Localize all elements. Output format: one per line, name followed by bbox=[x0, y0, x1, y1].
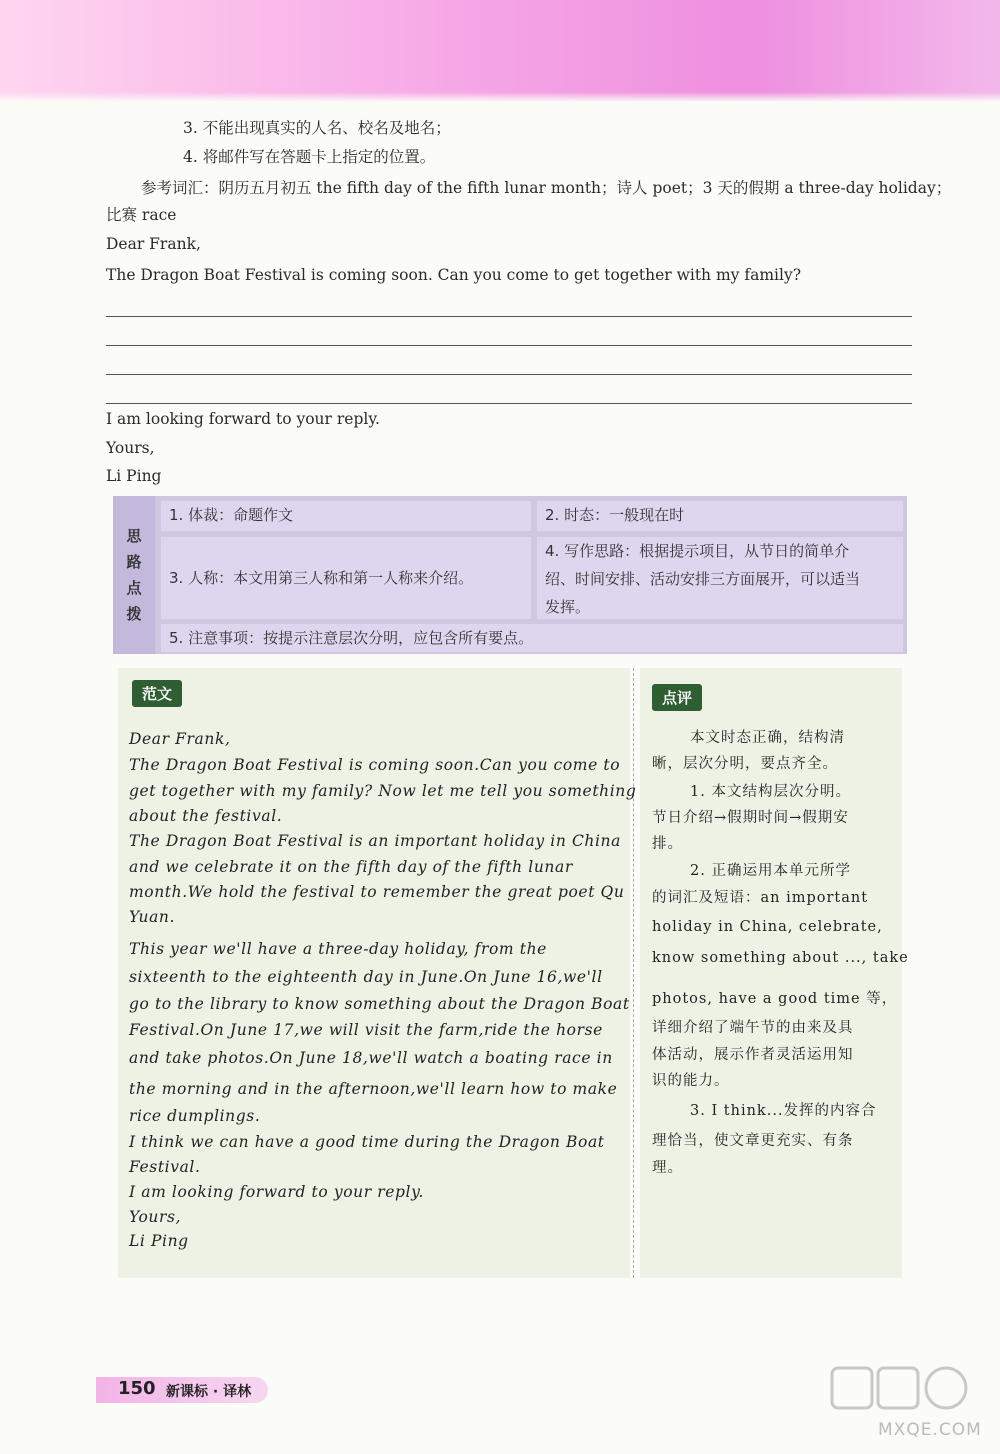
tip-writing-approach bbox=[537, 537, 903, 619]
answer-line bbox=[106, 403, 912, 404]
side-char: 思 bbox=[126, 527, 142, 545]
sample-essay-line: and we celebrate it on the fifth day of the fifth lunar bbox=[129, 858, 573, 876]
review-line: 本文时态正确，结构清 bbox=[690, 730, 845, 746]
sample-essay-line: Festival.On June 17,we will visit the farm,ride the horse bbox=[129, 1021, 603, 1039]
vocab-line-1: 参考词汇：阴历五月初五 the fifth day of the fifth lunar month；诗人 poet；3 天的假期 a three-day holiday； bbox=[141, 179, 952, 197]
tip-writing-approach-line: 发挥。 bbox=[545, 598, 591, 616]
column-divider bbox=[633, 668, 634, 1278]
letter-greeting: Dear Frank, bbox=[106, 235, 201, 253]
sample-essay-line: The Dragon Boat Festival is coming soon.Can you come to bbox=[129, 756, 621, 774]
review-line: 理恰当，使文章更充实、有条 bbox=[652, 1133, 854, 1149]
sample-essay-line: the morning and in the afternoon,we'll learn how to make bbox=[129, 1080, 618, 1098]
sample-essay-line: This year we'll have a three-day holiday, from the bbox=[129, 940, 547, 958]
answer-line bbox=[106, 316, 912, 317]
letter-signoff: Yours, bbox=[106, 439, 155, 457]
sample-essay-line: I am looking forward to your reply. bbox=[129, 1183, 424, 1201]
sample-essay-line: Li Ping bbox=[129, 1232, 189, 1250]
review-line: 晰，层次分明，要点齐全。 bbox=[652, 756, 838, 772]
sample-essay-line: go to the library to know something about the Dragon Boat bbox=[129, 995, 630, 1013]
sample-essay-line: The Dragon Boat Festival is an important holiday in China bbox=[129, 832, 621, 850]
review-line: 2. 正确运用本单元所学 bbox=[690, 863, 851, 879]
tip-tense: 2. 时态：一般现在时 bbox=[537, 501, 903, 531]
review-line: 3. I think...发挥的内容合 bbox=[690, 1103, 877, 1119]
review-line: holiday in China, celebrate, bbox=[652, 919, 883, 935]
review-line: 识的能力。 bbox=[652, 1073, 730, 1089]
instruction-item-3: 3. 不能出现真实的人名、校名及地名； bbox=[183, 119, 451, 137]
tip-person: 3. 人称：本文用第三人称和第一人称来介绍。 bbox=[161, 537, 531, 619]
review-tag: 点评 bbox=[652, 684, 702, 711]
answer-line bbox=[106, 374, 912, 375]
side-char: 路 bbox=[126, 553, 142, 571]
footer-label: 新课标 · 译林 bbox=[166, 1384, 252, 1400]
thinking-points-panel bbox=[113, 496, 907, 654]
sample-essay-line: I think we can have a good time during the Dragon Boat bbox=[129, 1133, 605, 1151]
tip-genre: 1. 体裁：命题作文 bbox=[161, 501, 531, 531]
thinking-points-side-label bbox=[113, 496, 155, 654]
sample-essay-line: sixteenth to the eighteenth day in June.On June 16,we'll bbox=[129, 968, 603, 986]
letter-opening: The Dragon Boat Festival is coming soon. Can you come to get together with my family? bbox=[106, 266, 802, 284]
sample-essay-line: Yuan. bbox=[129, 908, 176, 926]
letter-closing: I am looking forward to your reply. bbox=[106, 410, 380, 428]
answer-line bbox=[106, 345, 912, 346]
sample-essay-tag: 范文 bbox=[132, 680, 182, 707]
watermark-text: MXQE.COM bbox=[878, 1420, 982, 1440]
vocab-line-2: 比赛 race bbox=[106, 206, 177, 224]
tip-notes: 5. 注意事项：按提示注意层次分明，应包含所有要点。 bbox=[161, 624, 903, 652]
page-number: 150 bbox=[118, 1378, 156, 1399]
sample-essay-line: get together with my family? Now let me tell you something bbox=[129, 782, 637, 800]
review-line: know something about ..., take bbox=[652, 950, 909, 966]
review-line: 体活动，展示作者灵活运用知 bbox=[652, 1047, 854, 1063]
instruction-item-4: 4. 将邮件写在答题卡上指定的位置。 bbox=[183, 148, 436, 166]
sample-essay-line: about the festival. bbox=[129, 807, 283, 825]
sample-essay-line: Festival. bbox=[129, 1158, 201, 1176]
review-line: photos, have a good time 等， bbox=[652, 991, 898, 1007]
review-line: 理。 bbox=[652, 1160, 683, 1176]
side-char: 拨 bbox=[126, 605, 142, 623]
tip-writing-approach-line: 绍、时间安排、活动安排三方面展开，可以适当 bbox=[545, 570, 861, 588]
sample-essay-line: Yours, bbox=[129, 1208, 182, 1226]
sample-essay-line: rice dumplings. bbox=[129, 1107, 261, 1125]
review-line: 节日介绍→假期时间→假期安 bbox=[652, 810, 849, 826]
tip-writing-approach-line: 4. 写作思路：根据提示项目，从节日的简单介 bbox=[545, 542, 850, 560]
review-line: 详细介绍了端午节的由来及具 bbox=[652, 1020, 854, 1036]
header-band bbox=[0, 0, 1000, 102]
sample-essay-line: month.We hold the festival to remember the great poet Qu bbox=[129, 883, 625, 901]
letter-name: Li Ping bbox=[106, 467, 162, 485]
side-char: 点 bbox=[126, 579, 142, 597]
review-line: 1. 本文结构层次分明。 bbox=[690, 784, 851, 800]
sample-essay-line: and take photos.On June 18,we'll watch a boating race in bbox=[129, 1049, 613, 1067]
review-line: 排。 bbox=[652, 836, 683, 852]
sample-essay-line: Dear Frank, bbox=[129, 730, 231, 748]
review-line: 的词汇及短语：an important bbox=[652, 890, 869, 906]
